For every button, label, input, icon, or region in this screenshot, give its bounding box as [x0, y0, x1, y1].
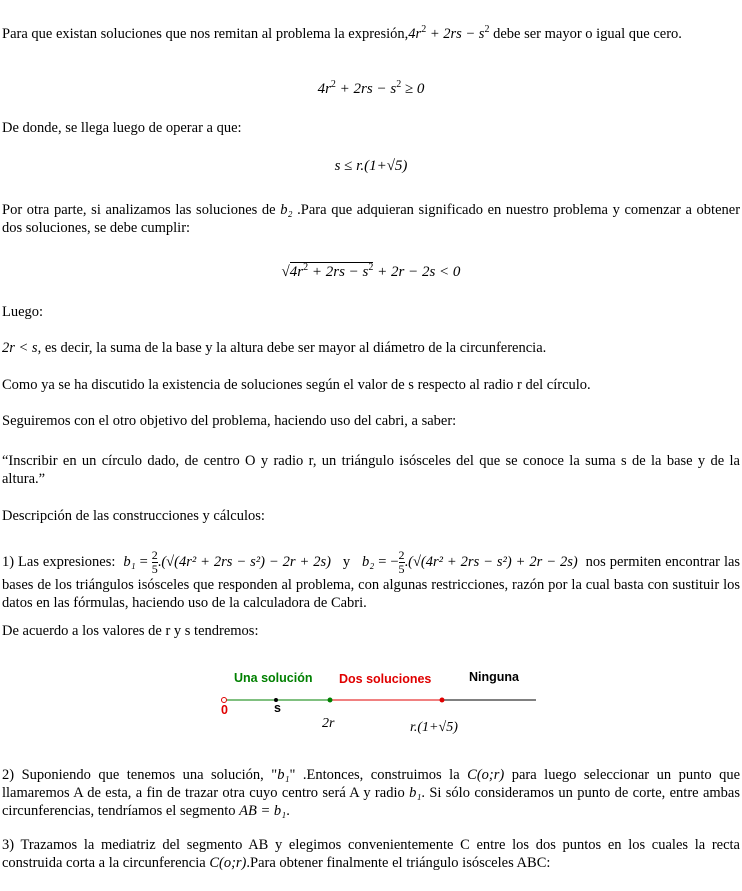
- segment-equation: AB = b₁: [239, 803, 287, 819]
- point-limit: [440, 698, 445, 703]
- text: Por otra parte, si analizamos las soluciones de: [2, 202, 276, 218]
- paragraph-b2: [2, 201, 740, 237]
- frac-num: 2: [151, 548, 158, 562]
- paragraph-luego: Luego:: [2, 304, 44, 320]
- b1-var: b₁: [123, 553, 136, 570]
- label-none: Ninguna: [469, 670, 519, 684]
- text: nos permiten: [585, 553, 662, 570]
- frac-den: 5: [151, 562, 158, 576]
- inline-expression: 2r < s: [2, 340, 38, 356]
- fraction: [399, 549, 405, 576]
- text: 3) Trazamos la mediatriz del segmento AB y elegimos convenientemente C entre los dos puntos en los cuales la recta construida corta a la circunferencia: [2, 837, 740, 871]
- paragraph-existence: [2, 21, 740, 43]
- text: para luego seleccionar un punto que llamaremos A de esta, a fin de trazar otra cuyo centro será A y radio: [2, 767, 741, 801]
- text: , es decir, la suma de la base y la altura debe ser mayor al diámetro de la circunferencia.: [37, 340, 547, 356]
- b2-var: b₂: [280, 202, 293, 218]
- b1-var: b₁: [277, 767, 290, 783]
- frac-num: 2: [398, 548, 405, 562]
- paragraph-step-3: [2, 836, 740, 872]
- paragraph-discussed: Como ya se ha discutido la existencia de soluciones según el valor de s respecto al radio r del círculo.: [2, 377, 591, 393]
- point-zero: [222, 698, 227, 703]
- text: Para que existan soluciones que nos remitan al problema la expresión,: [2, 25, 409, 42]
- tick-limit: r.(1+√5): [410, 720, 458, 735]
- text: encontrar las bases de los triángulos isósceles que responden al problema, con algunas restricciones, razón por la cual basta con sustituir los datos en las fórmulas, haciendo uso de la calculadora de Cabri.: [2, 553, 741, 611]
- paragraph-quote: “Inscribir en un círculo dado, de centro O y radio r, un triángulo isósceles del que se conoce la suma s de la base y de la altura.”: [2, 453, 740, 487]
- text: 2) Suponiendo que tenemos una solución, ": [2, 767, 278, 783]
- b1-expression: (√(4r² + 2rs − s²) − 2r + 2s): [161, 553, 331, 570]
- text: debe ser mayor o igual que cero.: [493, 25, 682, 42]
- equation-inequality-2: $√4r^2 + 2rs - s^2 + 2r - 2s < 0$: [281, 262, 461, 280]
- paragraph-formulas: 1) Las expresiones: b₁ = $\frac{2}{5}$ .(√(4r² + 2rs − s²) − 2r + 2s) y b₂ = − $\frac{2}{5}$ .(√(4r² + 2rs − s²) + 2r − 2s) nos permiten encontrar las bases de los triángulos isósceles que responden al problema, con algunas restricciones, razón por la cual basta con sustituir los datos en las fórmulas, haciendo uso de la calculadora de Cabri.: [2, 548, 741, 611]
- equation-s-bound: s ≤ r.(1+√5): [334, 158, 408, 174]
- circle-notation: C(o;r): [467, 767, 505, 783]
- label-two-solutions: Dos soluciones: [339, 672, 432, 686]
- point-2r: [328, 698, 333, 703]
- paragraph-values: De acuerdo a los valores de r y s tendremos:: [2, 623, 259, 639]
- fraction: [152, 549, 158, 576]
- text: . Si sólo consideramos un punto de corte, entre ambas circunferencias, tendríamos el segmento: [2, 785, 740, 819]
- text: .Para que adquieran significado en nuestro problema y comenzar a obtener dos soluciones, se debe cumplir:: [2, 202, 741, 236]
- paragraph-description: Descripción de las construcciones y cálculos:: [2, 508, 265, 524]
- tick-zero: 0: [221, 703, 228, 717]
- paragraph-step-2: 2) Suponiendo que tenemos una solución, "b₁" .Entonces, construimos la C(o;r) para luego seleccionar un punto que llamaremos A de esta, a fin de trazar otra cuyo centro será A y radio b₁. Si sólo consideramos un punto de corte, entre ambas circunferencias, tendríamos el segmento AB = b₁.: [2, 767, 741, 819]
- tick-s: s: [274, 701, 281, 715]
- b2-var: b₂: [361, 553, 375, 570]
- circle-notation: C(o;r): [209, 855, 247, 871]
- solutions-number-line-figure: [204, 656, 538, 744]
- text: .Para obtener finalmente el triángulo isósceles ABC:: [246, 855, 551, 871]
- frac-den: 5: [398, 562, 405, 576]
- label-one-solution: Una solución: [234, 671, 313, 685]
- text: y: [342, 553, 351, 570]
- inline-expression: $4r^2 + 2rs - s^2$: [408, 24, 490, 42]
- paragraph-diameter: [2, 339, 740, 357]
- b1-var: b₁: [409, 785, 422, 801]
- b2-expression: (√(4r² + 2rs − s²) + 2r − 2s): [408, 553, 578, 570]
- tick-2r: 2r: [322, 716, 335, 731]
- paragraph-objective: Seguiremos con el otro objetivo del problema, haciendo uso del cabri, a saber:: [2, 413, 457, 429]
- equation-inequality-1: $4r^2 + 2rs - s^2 \ge 0$: [317, 79, 425, 97]
- text: " .Entonces, construimos la: [289, 767, 460, 783]
- paragraph-derive: De donde, se llega luego de operar a que:: [2, 120, 242, 136]
- text: 1) Las expresiones:: [2, 553, 116, 570]
